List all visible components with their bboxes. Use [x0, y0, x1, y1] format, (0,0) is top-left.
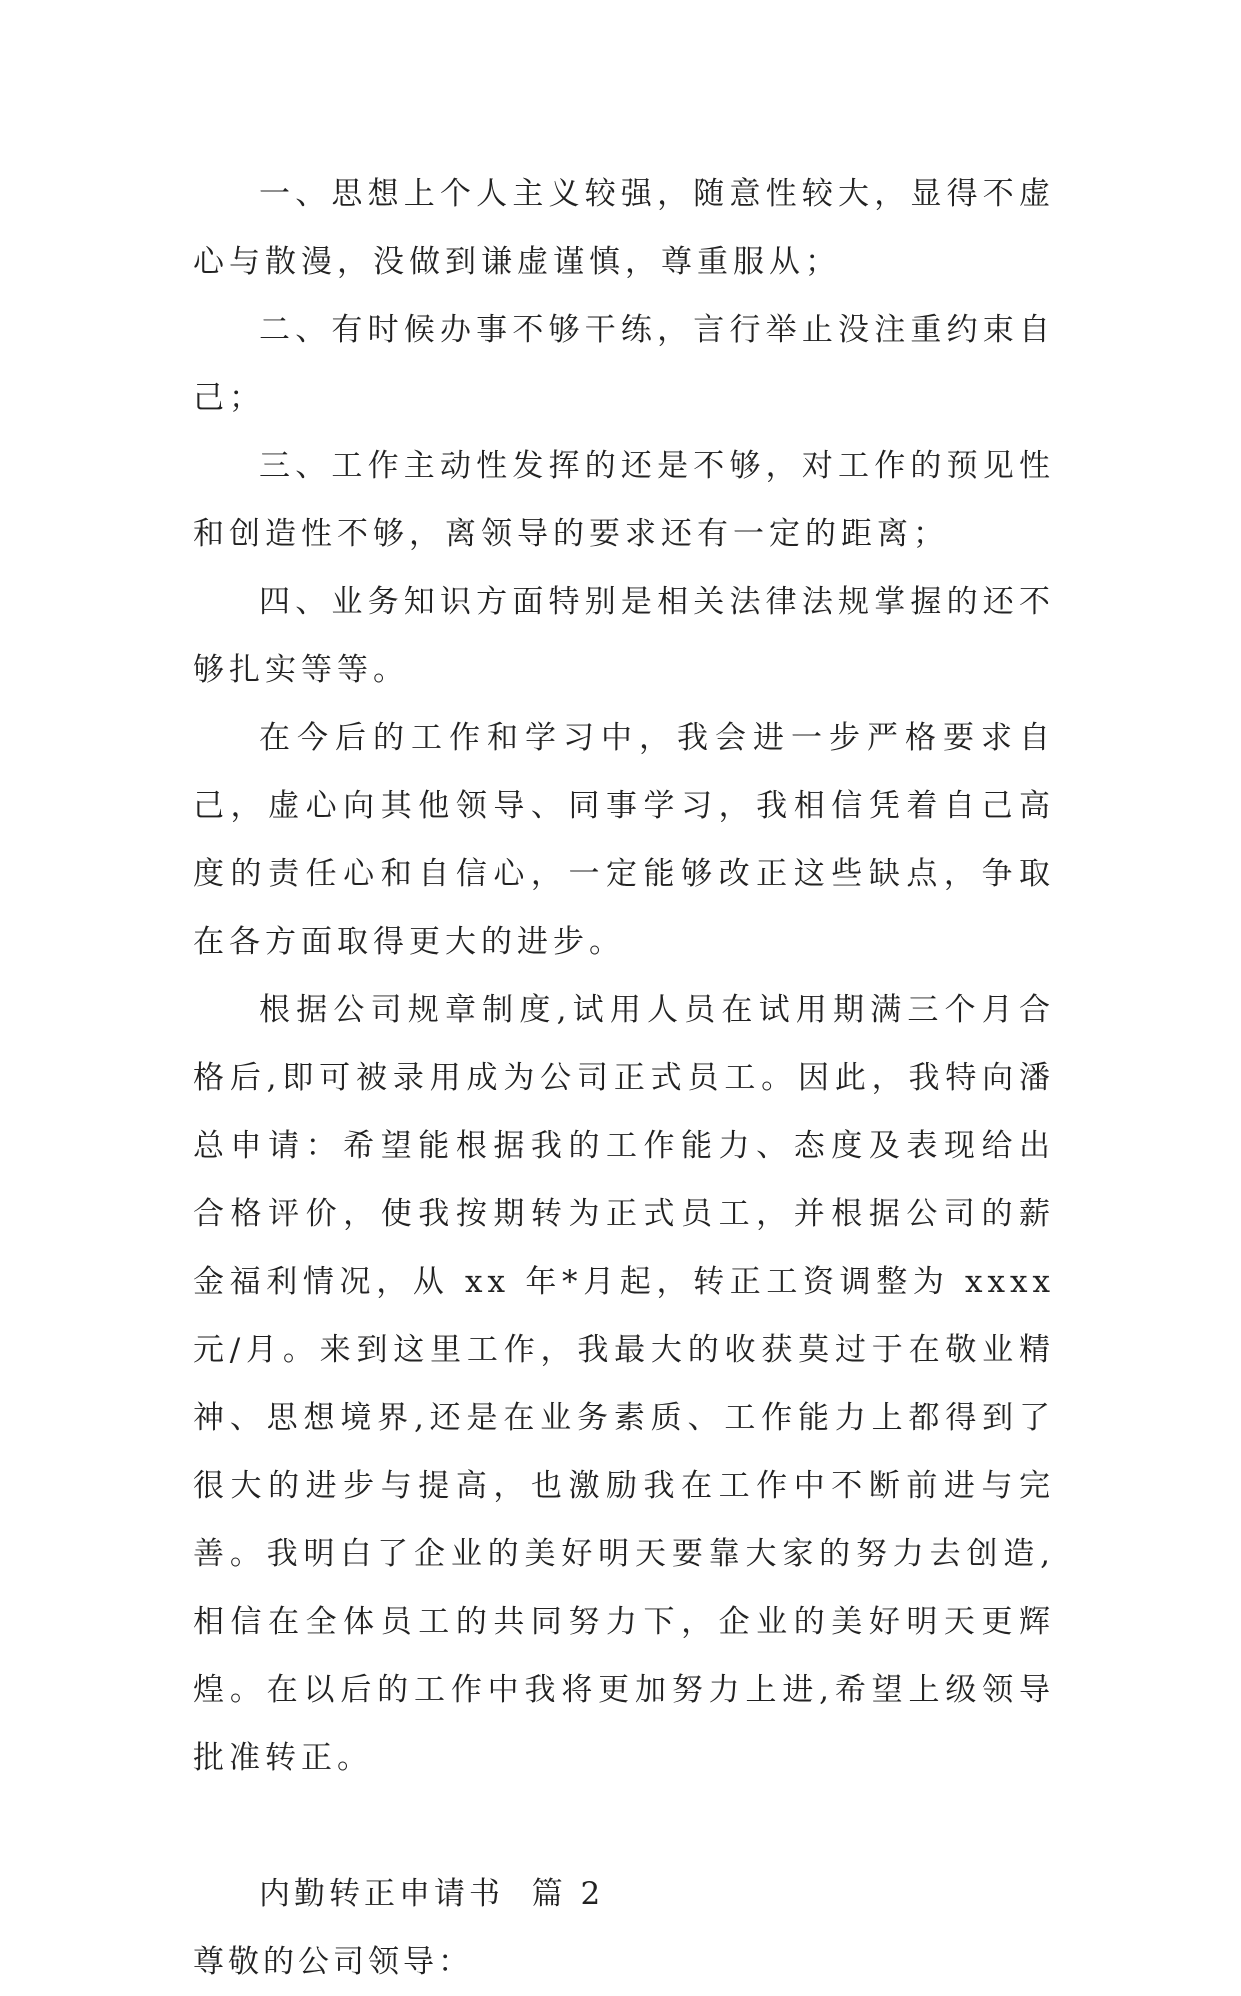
paragraph-shortcoming-1: 一、思想上个人主义较强，随意性较大，显得不虚心与散漫，没做到谦虚谨慎，尊重服从；: [193, 176, 1055, 280]
document-body: [193, 160, 1070, 1996]
paragraph-application-request: 根据公司规章制度,试用人员在试用期满三个月合格后,即可被录用成为公司正式员工。因此，我特向潘总申请：希望能根据我的工作能力、态度及表现给出合格评价，使我按期转为正式员工，并根据公司的薪金福利情况，从 xx 年*月起，转正工资调整为 xxxx 元/月。来到这里工作，我最大的收获莫过于在敬业精神、思想境界,还是在业务素质、工作能力上都得到了很大的进步与提高，也激励我在工作中不断前进与完善。我明白了企业的美好明天要靠大家的努力去创造,相信在全体员工的共同努力下，企业的美好明天更辉煌。在以后的工作中我将更加努力上进,希望上级领导批准转正。: [193, 992, 1070, 1776]
paragraph-shortcoming-3: 三、工作主动性发挥的还是不够，对工作的预见性和创造性不够，离领导的要求还有一定的距离；: [193, 448, 1055, 552]
section-title: 内勤转正申请书 篇 2: [259, 1876, 605, 1912]
paragraph-shortcoming-2: 二、有时候办事不够干练，言行举止没注重约束自己；: [193, 312, 1055, 416]
paragraph-future-plan: 在今后的工作和学习中，我会进一步严格要求自己，虚心向其他领导、同事学习，我相信凭着自己高度的责任心和自信心，一定能够改正这些缺点，争取在各方面取得更大的进步。: [193, 720, 1055, 960]
section-gap: [193, 1792, 1055, 1860]
salutation: 尊敬的公司领导：: [193, 1944, 473, 1980]
paragraph-shortcoming-4: 四、业务知识方面特别是相关法律法规掌握的还不够扎实等等。: [193, 584, 1055, 688]
